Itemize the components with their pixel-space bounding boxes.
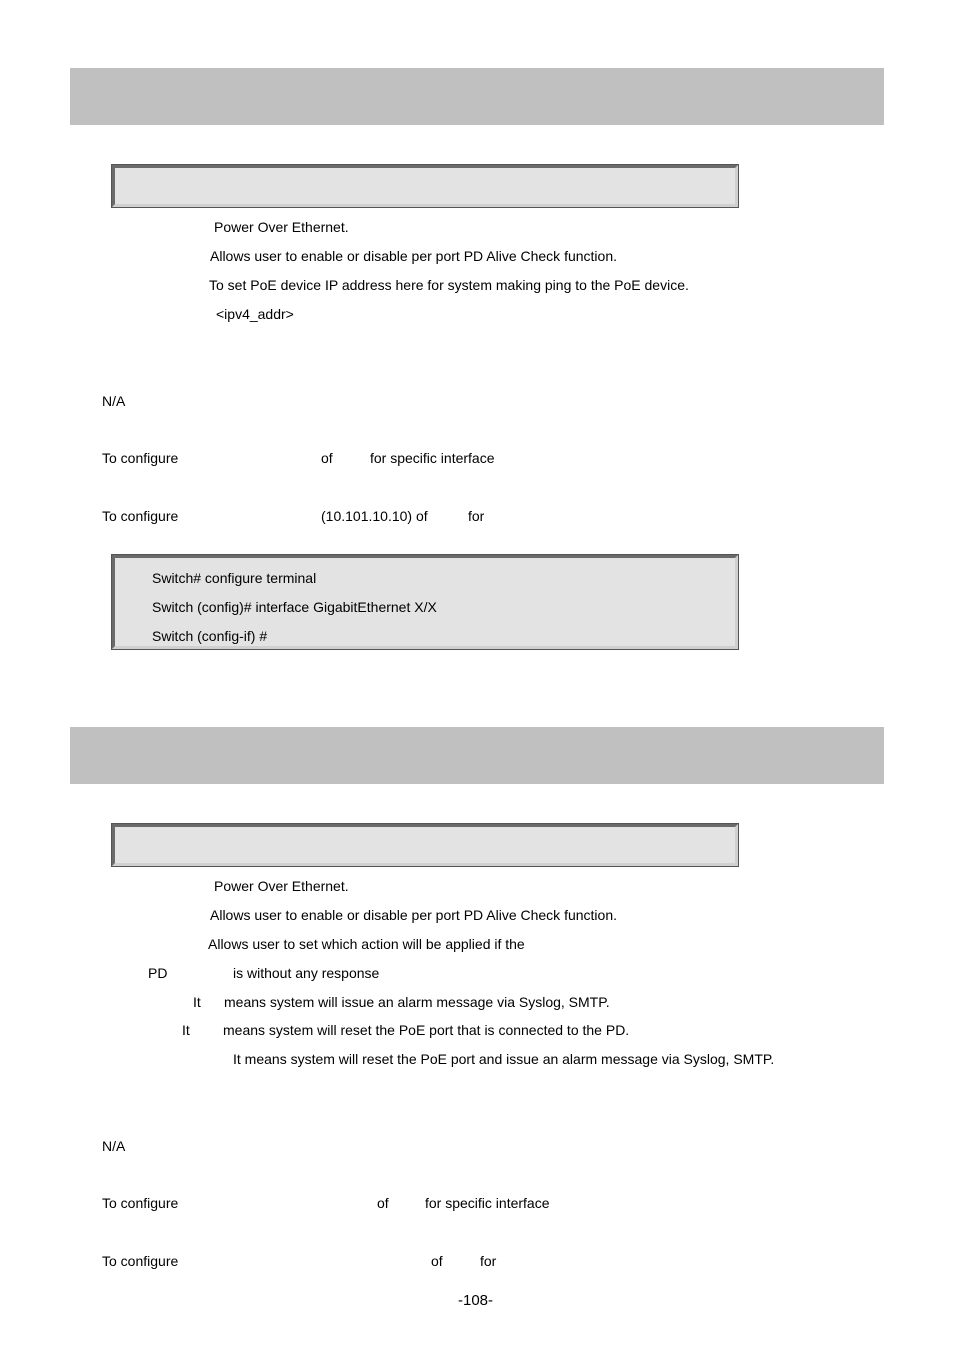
usage-text: of bbox=[377, 1195, 389, 1211]
usage-text: for specific interface bbox=[370, 450, 495, 466]
usage-text: of bbox=[321, 450, 333, 466]
section-heading-band bbox=[70, 68, 884, 125]
usage-text: for bbox=[468, 508, 485, 524]
section-heading-band bbox=[70, 727, 884, 784]
option-description: means system will reset the PoE port that is connected to the PD. bbox=[223, 1022, 630, 1038]
option-it: It bbox=[193, 994, 201, 1010]
code-line: Switch (config)# interface GigabitEthernet X/X bbox=[152, 599, 437, 615]
usage-text: To configure bbox=[102, 450, 179, 466]
default-value: N/A bbox=[102, 393, 126, 409]
usage-text: To configure bbox=[102, 508, 179, 524]
default-value: N/A bbox=[102, 1138, 126, 1154]
description-text: Allows user to set which action will be applied if the bbox=[208, 936, 525, 952]
usage-text: of bbox=[431, 1253, 443, 1269]
parameter-text: <ipv4_addr> bbox=[216, 306, 294, 322]
description-text: Power Over Ethernet. bbox=[214, 878, 349, 894]
usage-text: To configure bbox=[102, 1195, 179, 1211]
description-text: Power Over Ethernet. bbox=[214, 219, 349, 235]
description-text: To set PoE device IP address here for system making ping to the PoE device. bbox=[209, 277, 689, 293]
option-description: means system will issue an alarm message via Syslog, SMTP. bbox=[224, 994, 610, 1010]
description-text: Allows user to enable or disable per port PD Alive Check function. bbox=[210, 248, 617, 264]
option-description: It means system will reset the PoE port and issue an alarm message via Syslog, SMTP. bbox=[233, 1051, 775, 1067]
code-line: Switch# configure terminal bbox=[152, 570, 317, 586]
description-text: is without any response bbox=[233, 965, 380, 981]
usage-text: for specific interface bbox=[425, 1195, 550, 1211]
page-number: -108- bbox=[458, 1292, 494, 1309]
command-syntax-box bbox=[112, 824, 738, 866]
usage-text: To configure bbox=[102, 1253, 179, 1269]
usage-text: for bbox=[480, 1253, 497, 1269]
command-syntax-box bbox=[112, 165, 738, 207]
code-line: Switch (config-if) # bbox=[152, 628, 268, 644]
usage-text: (10.101.10.10) of bbox=[321, 508, 428, 524]
pd-label: PD bbox=[148, 965, 168, 981]
option-it: It bbox=[182, 1022, 190, 1038]
description-text: Allows user to enable or disable per port PD Alive Check function. bbox=[210, 907, 617, 923]
